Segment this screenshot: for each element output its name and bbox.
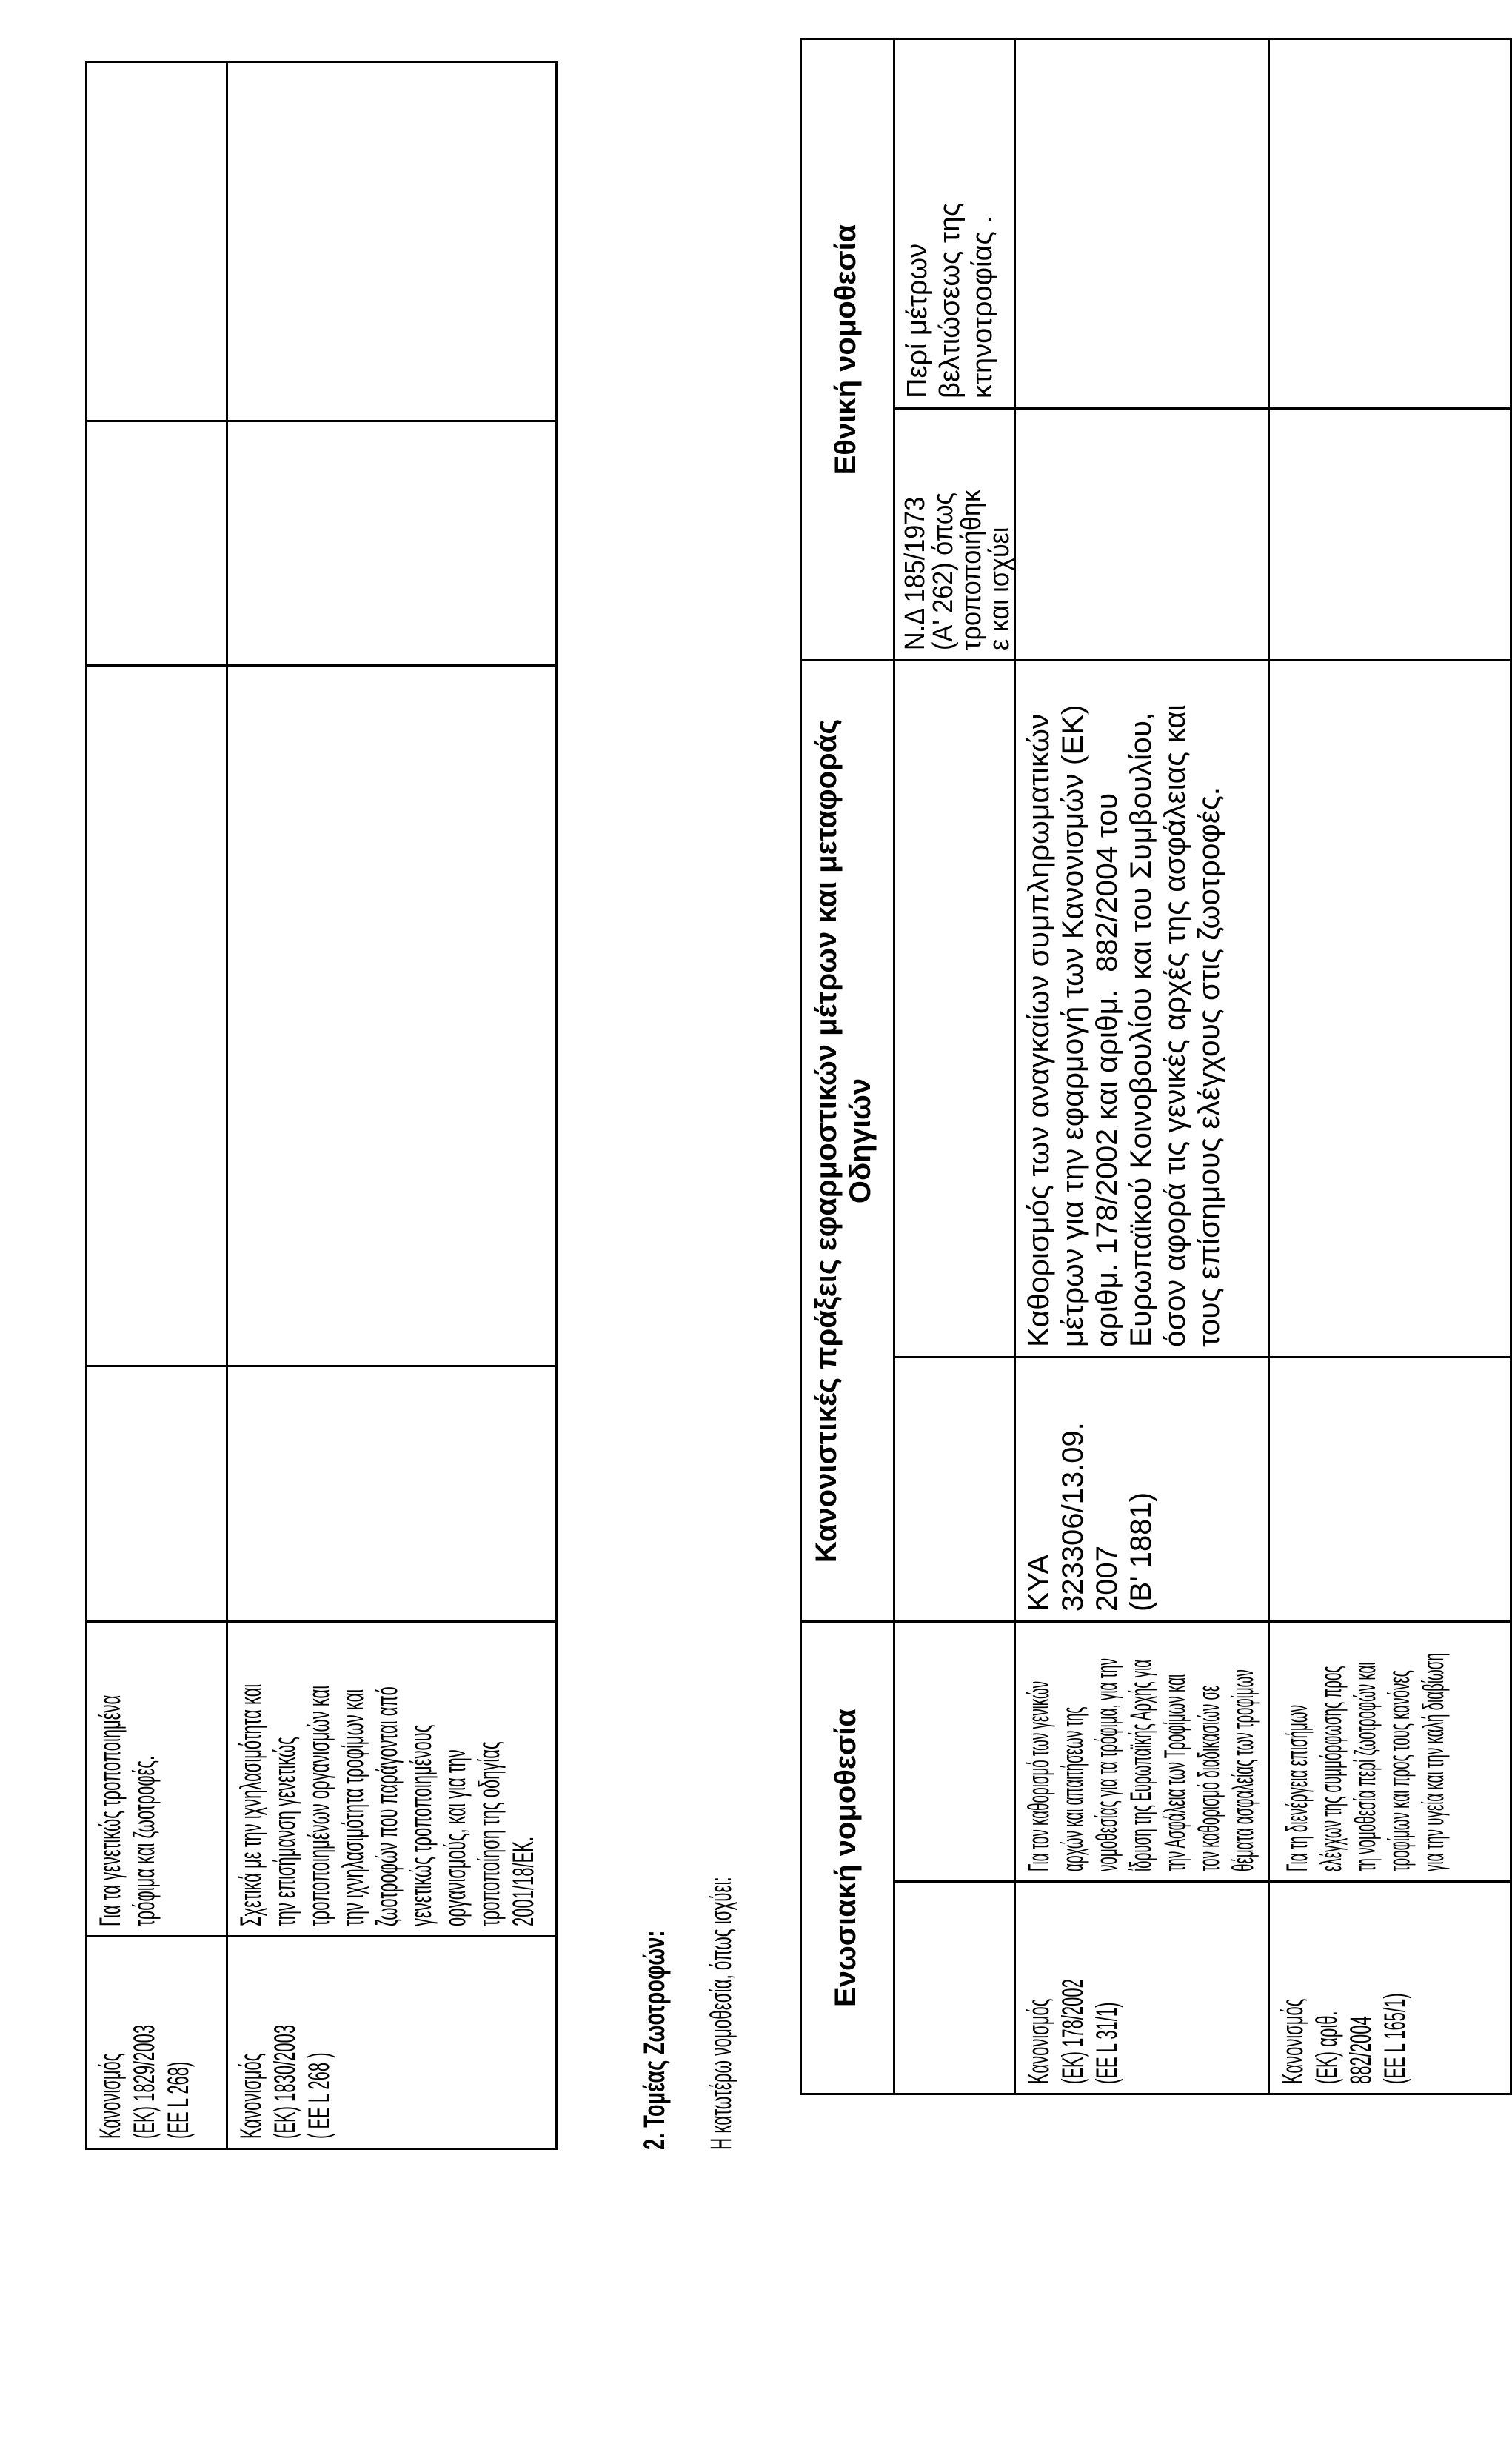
header-text: Ενωσιακή νομοθεσία — [829, 1709, 862, 2007]
table1-empty-cell — [85, 61, 228, 422]
implementing-description-text: Καθορισμός των αναγκαίων συμπληρωματικών μέτρων για την εφαρμογή των Κανονισμών (ΕΚ) αριθμ. 178/2002 και αριθμ. 882/2004 του Ευρωπαϊκού Κοινοβουλίου και του Συμβουλίου, όσον αφορά τις γενικές αρχές της ασφάλειας και τους επίσημους ελέγχους στις ζωοτροφές. — [1023, 704, 1225, 1347]
regulation-text: Κανονισμός (ΕΚ) αριθ. 882/2004 (ΕΕ L 165/1) — [1277, 1993, 1411, 2084]
table1-empty-cell — [85, 664, 228, 1367]
regulation-text: Κανονισμός (ΕΚ) 1829/2003 (ΕΕ L 268) — [94, 2024, 195, 2139]
header-eu-legislation — [800, 1620, 895, 2095]
implementing-act-text: ΚΥΑ 323306/13.09. 2007 (Β' 1881) — [1023, 1422, 1157, 1612]
table1-empty-cell — [85, 420, 228, 667]
header-text: Κανονιστικές πράξεις εφαρμοστικών μέτρων και μεταφοράς Οδηγιών — [810, 718, 877, 1563]
table1-empty-cell — [226, 664, 558, 1367]
table2-empty-cell — [1268, 38, 1512, 410]
table2-empty-cell — [893, 1620, 1016, 1883]
national-description-cell — [893, 38, 1016, 410]
header-text: Εθνική νομοθεσία — [829, 224, 862, 475]
national-act-cell — [893, 407, 1016, 661]
table1-description-cell — [226, 1620, 558, 1937]
table1-regulation-cell — [85, 1935, 228, 2150]
table2-empty-cell — [893, 1880, 1016, 2095]
eu-description-cell — [1014, 1620, 1270, 1883]
eu-regulation-cell — [1268, 1880, 1512, 2095]
table1-empty-cell — [226, 1365, 558, 1623]
table2-empty-cell — [1268, 659, 1512, 1358]
section-intro: Η κατωτέρω νομοθεσία, όπως ισχύει: — [705, 1877, 737, 2150]
header-implementing-acts — [800, 659, 895, 1623]
description-text: Για τον καθορισμό των γενικών αρχών και απαιτήσεων της νομοθεσίας για τα τρόφιμα, για την ίδρυση της Ευρωπαϊκής Αρχής για την Ασφάλεια των Τροφίμων και τον καθορισμό διαδικασιών σε θέματα ασφαλείας των τροφίμων — [1023, 1658, 1260, 1871]
table2-empty-cell — [893, 659, 1016, 1358]
regulation-text: Κανονισμός (ΕΚ) 178/2002 (ΕΕ L 31/1) — [1023, 1979, 1123, 2084]
table1-empty-cell — [226, 61, 558, 422]
table2-empty-cell — [1014, 38, 1270, 410]
eu-regulation-cell — [1014, 1880, 1270, 2095]
description-text: Για τα γενετικώς τροποποιημένα τρόφιμα και ζωοτροφές. — [94, 1694, 161, 1926]
table2-empty-cell — [1268, 407, 1512, 661]
table1-regulation-cell — [226, 1935, 558, 2150]
implementing-act-cell — [1014, 1356, 1270, 1623]
section-heading: 2. Τομέας Ζωοτροφών: — [638, 1930, 671, 2150]
table1-description-cell — [85, 1620, 228, 1937]
regulation-text: Κανονισμός (ΕΚ) 1830/2003 ( ΕΕ L 268 ) — [235, 2024, 335, 2139]
description-text: Σχετικά με την ιχνηλασιμότητα και την επισήμανση γενετικώς τροποποιημένων οργανισμών και την ιχνηλασιμότητα τροφίμων και ζωοτροφών που παράγονται από γενετικώς τροποποιημένους οργανισμούς, και για την τροποποίηση της οδηγίας 2001/18/ΕΚ. — [235, 1683, 540, 1926]
national-description-text: Περί μέτρων βελτιώσεως της κτηνοτροφίας . — [902, 202, 998, 398]
table1-empty-cell — [226, 420, 558, 667]
implementing-description-cell — [1014, 659, 1270, 1358]
table2-empty-cell — [1268, 1356, 1512, 1623]
table1-empty-cell — [85, 1365, 228, 1623]
eu-description-cell — [1268, 1620, 1512, 1883]
national-act-text: Ν.Δ 185/1973 (Α' 262) όπως τροποποιήθηκ ε και ισχύει — [900, 489, 1015, 650]
description-text: Για τη διενέργεια επισήμων ελέγχων της συμμόρφωσης προς τη νομοθεσία περί ζωοτροφών και τροφίμων και προς τους κανόνες για την υγεία και την καλή διαβίωση — [1281, 1653, 1450, 1871]
table2-empty-cell — [893, 1356, 1016, 1623]
header-national-legislation — [800, 38, 895, 661]
table2-empty-cell — [1014, 407, 1270, 661]
